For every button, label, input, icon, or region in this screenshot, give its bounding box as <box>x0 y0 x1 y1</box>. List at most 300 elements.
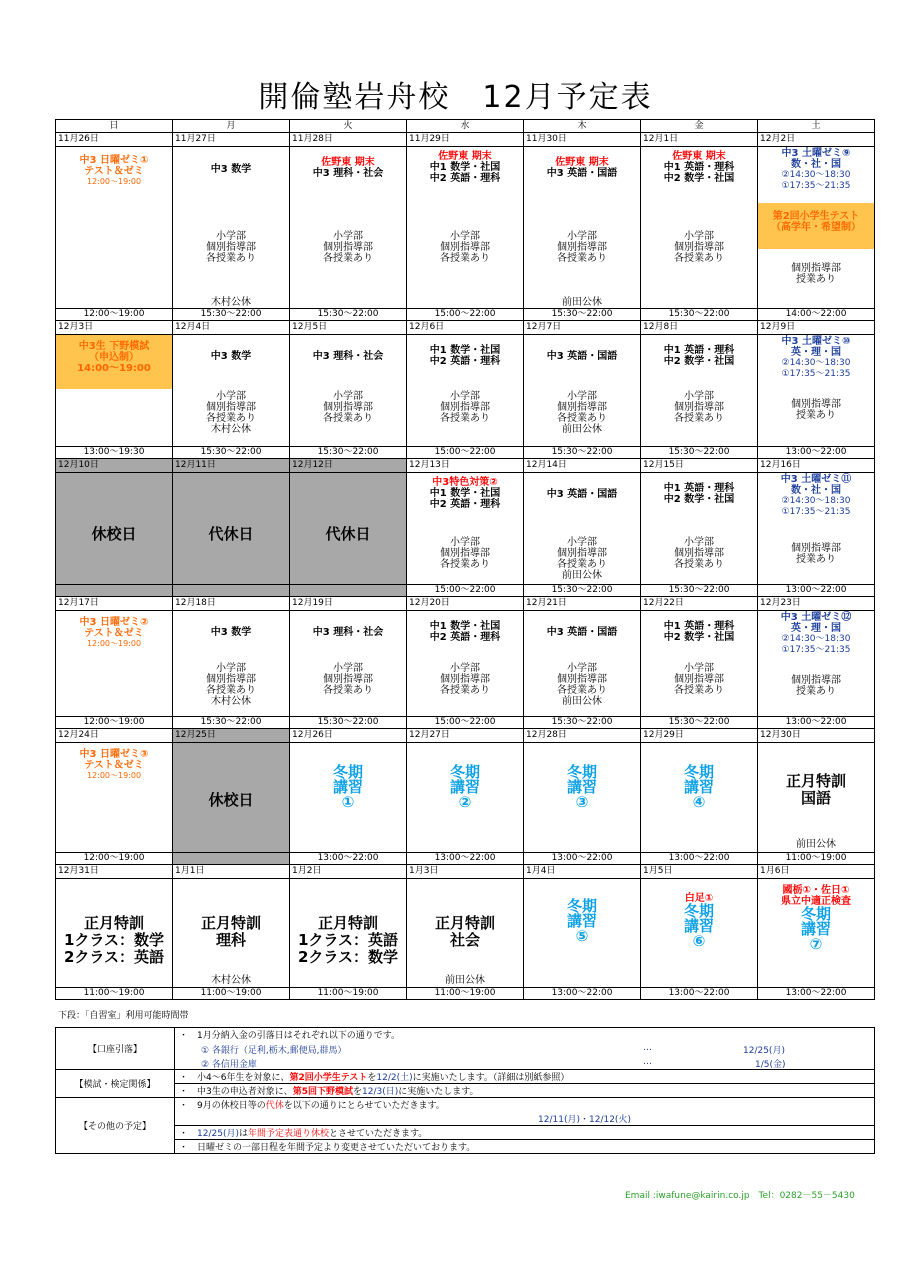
event-text: 中2 数学・社国 <box>663 356 735 367</box>
holiday-label: 休校日 <box>91 525 137 543</box>
event-text: 講習 <box>566 778 597 796</box>
event-text: 中3特色対策② <box>432 477 498 488</box>
event-text: 2クラス：英語 <box>64 948 164 966</box>
date-cell: 12月18日 <box>173 597 290 611</box>
info-line <box>175 1056 875 1070</box>
calendar-table <box>55 119 875 1000</box>
date-cell: 1月4日 <box>524 865 641 879</box>
info-text: に実施いたします。（詳細は別紙参照） <box>412 1073 570 1083</box>
event-text: 小学部 <box>216 391 246 402</box>
day-cell <box>524 743 641 853</box>
date-cell: 12月8日 <box>641 321 758 335</box>
date-cell: 12月30日 <box>758 729 875 743</box>
time-cell: 15:30～22:00 <box>524 447 641 459</box>
event-time: ①17:35～21:35 <box>781 181 851 191</box>
time-cell: 13:00～19:30 <box>56 447 173 459</box>
info-line: ・ 1月分納入金の引落日はそれぞれ以下の通りです。 <box>175 1028 875 1042</box>
event-time: ②14:30～18:30 <box>781 358 851 368</box>
event-text: 中1 英語・理科 <box>663 162 735 173</box>
date-cell: 11月30日 <box>524 133 641 147</box>
date-cell: 12月23日 <box>758 597 875 611</box>
event-text: 個別指導部 <box>674 402 724 413</box>
date-cell: 12月15日 <box>641 459 758 473</box>
date-cell: 12月22日 <box>641 597 758 611</box>
event-text: 各授業あり <box>440 559 490 570</box>
event-text: 小学部 <box>684 231 714 242</box>
date-row <box>56 865 875 879</box>
event-text: 正月特訓 <box>200 914 261 932</box>
event-text: ② <box>458 793 472 811</box>
event-time: ②14:30～18:30 <box>781 496 851 506</box>
event-text: 中3 土曜ゼミ⑪ <box>780 474 852 485</box>
day-cell <box>758 743 875 853</box>
event-text: 正月特訓 <box>785 772 846 790</box>
day-cell <box>56 743 173 853</box>
event-text: 各授業あり <box>674 413 724 424</box>
event-text: 中1 数学・社国 <box>429 621 501 632</box>
info-text: ・ 中3生の申込者対象に、 <box>179 1087 293 1097</box>
info-bank: ② 各信用金庫 <box>201 1059 257 1070</box>
event-text: 小学部 <box>216 663 246 674</box>
event-text: 県立中適正検査 <box>781 896 851 907</box>
info-text: は <box>238 1129 248 1139</box>
event-text: 中3 土曜ゼミ⑨ <box>781 148 851 159</box>
event-text: 個別指導部 <box>791 399 841 410</box>
day-cell <box>758 335 875 447</box>
time-cell: 12:00～19:00 <box>56 717 173 729</box>
time-cell: 14:00～22:00 <box>758 309 875 321</box>
event-time: ①17:35～21:35 <box>781 507 851 517</box>
day-cell-holiday <box>173 473 290 585</box>
time-cell <box>56 585 173 597</box>
body-row <box>56 879 875 988</box>
weekday-sat: 土 <box>758 120 875 133</box>
date-cell: 12月7日 <box>524 321 641 335</box>
date-cell: 12月1日 <box>641 133 758 147</box>
staff-off: 前田公休 <box>562 297 602 308</box>
info-table <box>55 1027 875 1154</box>
time-cell: 15:00～22:00 <box>407 447 524 459</box>
date-cell: 12月10日 <box>56 459 173 473</box>
category-label: 【口座引落】 <box>56 1028 175 1070</box>
weekday-fri: 金 <box>641 120 758 133</box>
day-cell <box>407 473 524 585</box>
event-text: 個別指導部 <box>323 402 373 413</box>
event-text: 各授業あり <box>323 253 373 264</box>
category-label: 【模試・検定関係】 <box>56 1070 175 1098</box>
event-text: 中2 数学・社国 <box>663 173 735 184</box>
info-text: 代休 <box>265 1101 284 1112</box>
time-cell: 15:30～22:00 <box>641 717 758 729</box>
weekday-thu: 木 <box>524 120 641 133</box>
event-text: （申込制） <box>89 352 139 363</box>
event-text: 白足① <box>684 893 714 904</box>
event-text: 冬期 <box>683 763 714 781</box>
event-text: 中1 英語・理科 <box>663 483 735 494</box>
body-row <box>56 335 875 447</box>
event-text: 個別指導部 <box>206 242 256 253</box>
event-text: 中3 英語・国語 <box>546 627 618 638</box>
time-cell: 15:30～22:00 <box>641 447 758 459</box>
event-text: 各授業あり <box>557 413 607 424</box>
date-cell: 12月2日 <box>758 133 875 147</box>
event-text: 個別指導部 <box>440 548 490 559</box>
date-cell: 12月27日 <box>407 729 524 743</box>
day-cell <box>758 147 875 309</box>
event-text: 佐野東 期末 <box>321 157 375 168</box>
day-cell <box>173 879 290 988</box>
event-text: 社会 <box>449 931 480 949</box>
event-text: 冬期 <box>566 763 597 781</box>
day-cell-holiday <box>173 743 290 853</box>
event-text: 英・理・国 <box>791 623 841 634</box>
event-text: 小学部 <box>450 663 480 674</box>
time-cell: 13:00～22:00 <box>407 853 524 865</box>
event-text: 個別指導部 <box>674 548 724 559</box>
date-cell: 12月29日 <box>641 729 758 743</box>
event-text: 小学部 <box>567 231 597 242</box>
date-cell: 12月13日 <box>407 459 524 473</box>
time-cell: 12:00～19:00 <box>56 309 173 321</box>
event-text: 個別指導部 <box>557 674 607 685</box>
event-text: 第2回小学生テスト <box>772 211 860 222</box>
staff-off: 木村公休 <box>211 975 251 986</box>
event-time: ②14:30～18:30 <box>781 170 851 180</box>
time-cell: 15:30～22:00 <box>524 717 641 729</box>
event-text: 佐野東 期末 <box>438 151 492 162</box>
event-text: 理科 <box>215 931 246 949</box>
date-row <box>56 321 875 335</box>
event-text: ③ <box>575 793 589 811</box>
time-row <box>56 447 875 459</box>
event-text: 小学部 <box>333 391 363 402</box>
event-text: 中3 数学 <box>210 164 252 175</box>
day-cell <box>641 611 758 717</box>
day-cell <box>290 743 407 853</box>
time-cell: 11:00～19:00 <box>758 853 875 865</box>
event-text: 正月特訓 <box>434 914 495 932</box>
event-time: 12:00～19:00 <box>86 177 142 186</box>
event-text: 各授業あり <box>557 559 607 570</box>
event-text: 中2 英語・理科 <box>429 356 501 367</box>
page-title: 開倫塾岩舟校 12月予定表 <box>258 80 653 115</box>
event-text: 小学部 <box>216 231 246 242</box>
event-text: 中3 土曜ゼミ⑫ <box>780 612 852 623</box>
info-text: 12/2(土) <box>376 1073 413 1083</box>
body-row <box>56 147 875 309</box>
info-line <box>175 1098 875 1112</box>
info-dots: … <box>643 1056 652 1067</box>
event-text: 中3 日曜ゼミ② <box>79 617 149 628</box>
info-line <box>175 1084 875 1098</box>
event-text: 個別指導部 <box>791 263 841 274</box>
date-cell: 12月25日 <box>173 729 290 743</box>
event-text: 国語 <box>800 789 831 807</box>
event-text: 中3 数学 <box>210 627 252 638</box>
day-cell <box>524 147 641 309</box>
contact-footer: Email :iwafune@kairin.co.jp Tel：0282－55－5430 <box>625 1191 855 1201</box>
event-text: 各授業あり <box>440 685 490 696</box>
event-text: 佐野東 期末 <box>672 151 726 162</box>
day-cell <box>407 147 524 309</box>
event-text: ④ <box>692 793 706 811</box>
weekday-header <box>56 120 875 133</box>
day-cell <box>173 147 290 309</box>
event-text: 講習 <box>800 920 831 938</box>
staff-off: 前田公休 <box>796 839 836 850</box>
event-text: 個別指導部 <box>206 674 256 685</box>
date-row <box>56 729 875 743</box>
time-cell: 11:00～19:00 <box>407 988 524 1000</box>
day-cell <box>407 335 524 447</box>
event-text: 中3 数学 <box>210 351 252 362</box>
event-time: ①17:35～21:35 <box>781 369 851 379</box>
info-text: 第5回下野模試 <box>292 1087 353 1097</box>
event-text: 小学部 <box>567 663 597 674</box>
event-text: 授業あり <box>796 554 836 565</box>
category-label: 【その他の予定】 <box>56 1098 175 1154</box>
event-text: 中3 英語・国語 <box>546 489 618 500</box>
event-text: 國栃①・佐日① <box>782 885 850 896</box>
time-cell: 15:30～22:00 <box>173 309 290 321</box>
date-cell: 1月6日 <box>758 865 875 879</box>
date-cell: 12月11日 <box>173 459 290 473</box>
event-text: 中3 日曜ゼミ③ <box>79 749 149 760</box>
event-text: 冬期 <box>683 902 714 920</box>
event-time: ②14:30～18:30 <box>781 634 851 644</box>
time-cell: 15:30～22:00 <box>290 717 407 729</box>
date-cell: 12月4日 <box>173 321 290 335</box>
info-date: 1/5(金) <box>755 1059 786 1070</box>
day-cell <box>407 879 524 988</box>
event-text: 各授業あり <box>206 253 256 264</box>
date-row <box>56 597 875 611</box>
day-cell <box>173 335 290 447</box>
body-row <box>56 473 875 585</box>
staff-off: 木村公休 <box>211 696 251 707</box>
event-text: 各授業あり <box>206 413 256 424</box>
day-cell <box>524 611 641 717</box>
day-cell <box>56 335 173 447</box>
day-cell <box>524 879 641 988</box>
time-row <box>56 717 875 729</box>
event-text: ⑤ <box>575 927 589 945</box>
info-line <box>175 1112 875 1126</box>
event-text: 中3 英語・国語 <box>546 168 618 179</box>
time-cell <box>290 585 407 597</box>
weekday-mon: 月 <box>173 120 290 133</box>
time-cell: 15:30～22:00 <box>641 309 758 321</box>
day-cell-holiday <box>56 473 173 585</box>
info-line <box>175 1042 875 1056</box>
date-cell: 11月29日 <box>407 133 524 147</box>
time-cell: 15:30～22:00 <box>290 309 407 321</box>
event-text: 小学部 <box>684 663 714 674</box>
event-text: 小学部 <box>567 537 597 548</box>
time-cell: 11:00～19:00 <box>290 988 407 1000</box>
info-text: とさせていただきます。 <box>329 1129 428 1139</box>
time-row <box>56 585 875 597</box>
time-cell: 15:00～22:00 <box>407 585 524 597</box>
event-text: 小学部 <box>684 537 714 548</box>
day-cell <box>56 611 173 717</box>
event-text: 中3 土曜ゼミ⑩ <box>781 336 851 347</box>
time-cell: 15:30～22:00 <box>290 447 407 459</box>
event-text: 中3 理科・社会 <box>312 627 384 638</box>
day-cell <box>290 611 407 717</box>
event-text: 個別指導部 <box>557 402 607 413</box>
info-text: 12/11(月)・12/12(火) <box>538 1114 631 1125</box>
date-cell: 1月5日 <box>641 865 758 879</box>
event-text: ⑦ <box>809 935 823 953</box>
event-text: 小学部 <box>450 231 480 242</box>
weekday-sun: 日 <box>56 120 173 133</box>
highlight-box <box>56 335 172 389</box>
event-text: テスト＆ゼミ <box>84 760 144 771</box>
time-row <box>56 853 875 865</box>
day-cell <box>641 335 758 447</box>
info-text: ・ 9月の休校日等の <box>179 1101 266 1112</box>
day-cell <box>758 879 875 988</box>
event-text: テスト＆ゼミ <box>84 628 144 639</box>
event-text: 中2 数学・社国 <box>663 494 735 505</box>
event-text: 授業あり <box>796 274 836 285</box>
time-row <box>56 309 875 321</box>
date-cell: 12月17日 <box>56 597 173 611</box>
info-text: ・ 小4～6年生を対象に、 <box>179 1073 290 1083</box>
event-text: 中1 数学・社国 <box>429 488 501 499</box>
event-time: ①17:35～21:35 <box>781 645 851 655</box>
info-text: を <box>353 1087 363 1097</box>
body-row <box>56 743 875 853</box>
time-cell: 15:30～22:00 <box>524 309 641 321</box>
time-cell: 13:00～22:00 <box>524 853 641 865</box>
event-text: （高学年・希望制） <box>771 222 861 233</box>
time-cell: 12:00～19:00 <box>56 853 173 865</box>
staff-off: 木村公休 <box>211 297 251 308</box>
date-cell: 12月24日 <box>56 729 173 743</box>
event-text: テスト＆ゼミ <box>84 166 144 177</box>
event-text: 個別指導部 <box>791 675 841 686</box>
staff-off: 前田公休 <box>562 570 602 581</box>
event-text: 冬期 <box>449 763 480 781</box>
weekday-tue: 火 <box>290 120 407 133</box>
event-text: 数・社・国 <box>791 159 841 170</box>
date-cell: 12月20日 <box>407 597 524 611</box>
event-text: 中2 英語・理科 <box>429 173 501 184</box>
time-cell: 13:00～22:00 <box>524 988 641 1000</box>
time-cell: 15:30～22:00 <box>524 585 641 597</box>
event-text: 個別指導部 <box>323 242 373 253</box>
info-text: に実施いたします。 <box>398 1087 479 1097</box>
time-cell: 11:00～19:00 <box>173 988 290 1000</box>
date-cell: 11月28日 <box>290 133 407 147</box>
event-text: 講習 <box>332 778 363 796</box>
event-text: 中3 理科・社会 <box>312 168 384 179</box>
time-cell: 13:00～22:00 <box>641 988 758 1000</box>
event-text: 中3 日曜ゼミ① <box>79 155 149 166</box>
event-text: 小学部 <box>333 231 363 242</box>
event-text: 14:00～19:00 <box>77 363 151 374</box>
date-cell: 12月14日 <box>524 459 641 473</box>
info-dots: … <box>643 1042 652 1053</box>
event-time: 12:00～19:00 <box>86 639 142 648</box>
event-text: ⑥ <box>692 932 706 950</box>
event-text: 講習 <box>683 917 714 935</box>
time-cell: 13:00～22:00 <box>290 853 407 865</box>
time-cell: 15:30～22:00 <box>173 447 290 459</box>
event-text: 各授業あり <box>674 685 724 696</box>
event-text: 中1 英語・理科 <box>663 621 735 632</box>
time-cell: 15:30～22:00 <box>173 717 290 729</box>
time-cell: 11:00～19:00 <box>56 988 173 1000</box>
event-text: 冬期 <box>566 897 597 915</box>
info-text: 第2回小学生テスト <box>289 1073 368 1083</box>
event-text: 小学部 <box>450 391 480 402</box>
date-cell: 12月5日 <box>290 321 407 335</box>
date-cell: 12月26日 <box>290 729 407 743</box>
event-text: 各授業あり <box>440 413 490 424</box>
event-text: 講習 <box>566 912 597 930</box>
event-text: 各授業あり <box>323 685 373 696</box>
day-cell <box>641 147 758 309</box>
date-cell: 12月3日 <box>56 321 173 335</box>
date-cell: 12月6日 <box>407 321 524 335</box>
event-text: 授業あり <box>796 686 836 697</box>
day-cell <box>407 611 524 717</box>
event-text: 数・社・国 <box>791 485 841 496</box>
date-cell: 12月31日 <box>56 865 173 879</box>
time-cell: 15:30～22:00 <box>641 585 758 597</box>
event-text: 冬期 <box>332 763 363 781</box>
event-text: 正月特訓 <box>83 914 144 932</box>
date-cell: 1月3日 <box>407 865 524 879</box>
holiday-label: 休校日 <box>208 791 254 809</box>
time-cell <box>173 585 290 597</box>
event-text: 各授業あり <box>557 685 607 696</box>
event-text: ① <box>341 793 355 811</box>
time-cell: 13:00～22:00 <box>758 717 875 729</box>
day-cell <box>290 147 407 309</box>
event-text: 各授業あり <box>440 253 490 264</box>
event-text: 1クラス：英語 <box>298 931 398 949</box>
event-text: 個別指導部 <box>674 242 724 253</box>
date-cell: 11月26日 <box>56 133 173 147</box>
date-row <box>56 459 875 473</box>
info-line <box>175 1126 875 1140</box>
date-cell: 12月28日 <box>524 729 641 743</box>
event-text: 個別指導部 <box>323 674 373 685</box>
event-text: 小学部 <box>333 663 363 674</box>
date-cell: 12月9日 <box>758 321 875 335</box>
staff-off: 木村公休 <box>211 424 251 435</box>
day-cell <box>290 335 407 447</box>
date-cell: 11月27日 <box>173 133 290 147</box>
event-text: 小学部 <box>567 391 597 402</box>
self-study-note: 下段：「自習室」利用可能時間帯 <box>58 1011 189 1021</box>
event-text: 中3 英語・国語 <box>546 351 618 362</box>
event-text: 正月特訓 <box>317 914 378 932</box>
time-row <box>56 988 875 1000</box>
holiday-label: 代休日 <box>325 525 371 543</box>
info-text: 12/25(月) <box>197 1129 239 1139</box>
time-cell <box>173 853 290 865</box>
date-cell: 12月19日 <box>290 597 407 611</box>
date-row <box>56 133 875 147</box>
body-row <box>56 611 875 717</box>
info-text: を以下の通りにとらせていただきます。 <box>283 1101 445 1112</box>
day-cell <box>290 879 407 988</box>
